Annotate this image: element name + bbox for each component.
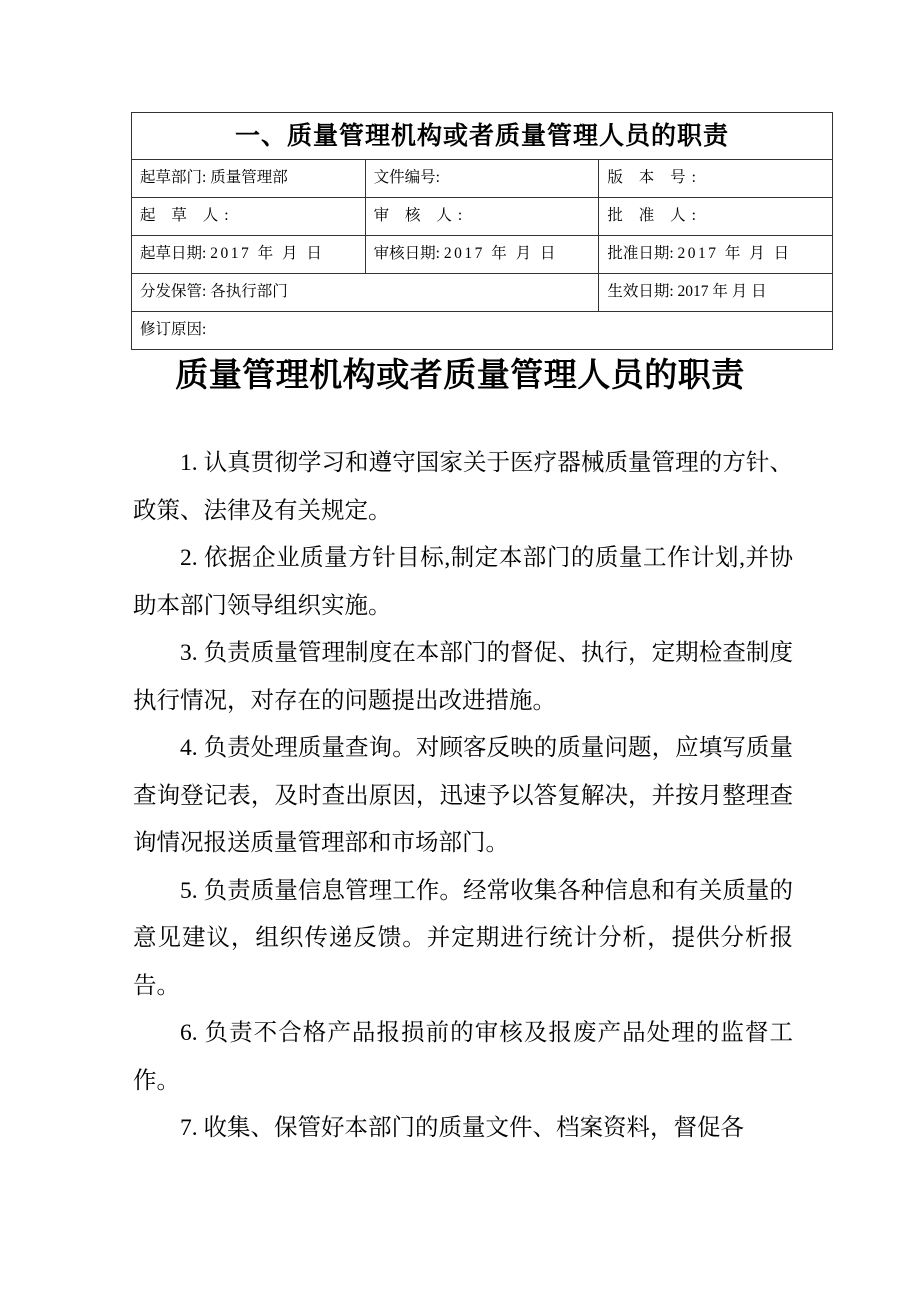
table-row [132,198,833,236]
field-label: 批 准 人: [607,207,702,225]
cell-approver [599,198,833,236]
field-label: 生效日期: [607,283,674,301]
field-value: 2017 年 月 日 [677,283,767,301]
table-row [132,160,833,198]
cell-distribution-custody [132,274,599,312]
body-paragraph: 4. 负责处理质量查询。对顾客反映的质量问题，应填写质量查询登记表，及时查出原因，迅速予以答复解决，并按月整理查询情况报送质量管理部和市场部门。 [133,735,793,856]
body-paragraph: 7. 收集、保管好本部门的质量文件、档案资料，督促各 [180,1115,744,1141]
document-body [133,440,793,1153]
field-label: 起草日期: [140,245,207,263]
field-label: 版 本 号: [607,169,702,187]
field-label: 分发保管: [140,283,207,301]
body-paragraph: 5. 负责质量信息管理工作。经常收集各种信息和有关质量的意见建议，组织传递反馈。并定期进行统计分析，提供分析报告。 [133,877,793,999]
cell-draft-date [132,236,366,274]
cell-review-date [365,236,599,274]
field-value: 2017 年 月 日 [210,245,325,263]
page-title: 质量管理机构或者质量管理人员的职责 [175,356,745,393]
cell-version-number [599,160,833,198]
table-title-cell: 一、质量管理机构或者质量管理人员的职责 [132,113,833,160]
body-paragraph: 3. 负责质量管理制度在本部门的督促、执行，定期检查制度执行情况，对存在的问题提出改进措施。 [133,640,793,714]
cell-effective-date [599,274,833,312]
field-label: 起草部门: [140,169,207,187]
table-row [132,312,833,350]
document-control-table [131,112,833,350]
table-row [132,236,833,274]
cell-revision-reason [132,312,833,350]
cell-reviewer [365,198,599,236]
cell-drafter [132,198,366,236]
body-paragraph: 2. 依据企业质量方针目标,制定本部门的质量工作计划,并协助本部门领导组织实施。 [133,545,793,619]
field-label: 起 草 人: [140,207,235,225]
field-value: 质量管理部 [210,169,288,187]
field-label: 修订原因: [140,321,207,339]
field-label: 文件编号: [373,169,440,187]
document-control-table-body [132,113,833,350]
field-value: 2017 年 月 日 [677,245,792,263]
body-paragraph: 1. 认真贯彻学习和遵守国家关于医疗器械质量管理的方针、政策、法律及有关规定。 [133,450,793,524]
body-paragraph: 6. 负责不合格产品报损前的审核及报废产品处理的监督工作。 [133,1020,793,1094]
field-label: 批准日期: [607,245,674,263]
field-value: 2017 年 月 日 [443,245,558,263]
cell-approval-date [599,236,833,274]
field-label: 审 核 人: [373,207,469,225]
field-label: 审核日期: [373,245,440,263]
field-value: 各执行部门 [210,283,288,301]
table-row [132,274,833,312]
cell-document-number [365,160,599,198]
cell-draft-department [132,160,366,198]
table-title-row [132,113,833,160]
